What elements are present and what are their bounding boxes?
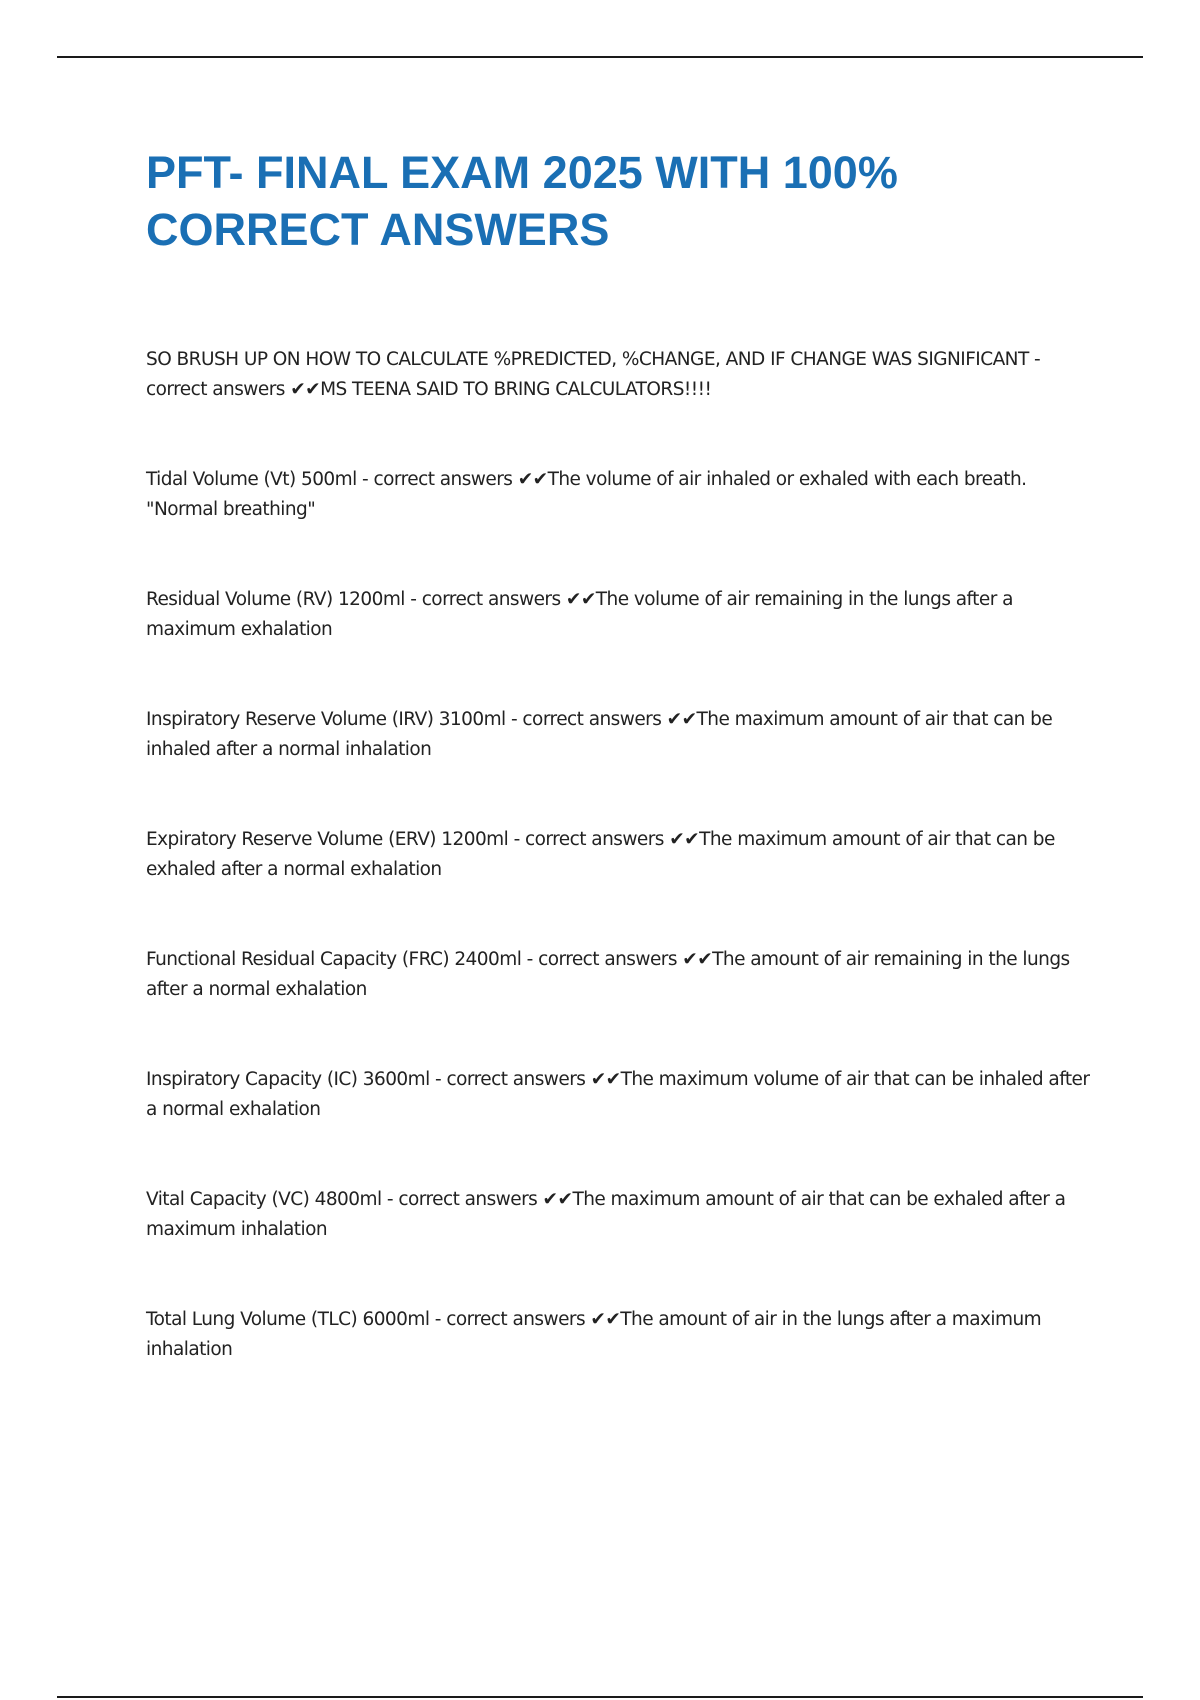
qa-entry-inspiratory-reserve-volume: Inspiratory Reserve Volume (IRV) 3100ml - correct answers ✔✔The maximum amount of air that can be inhaled after a normal inhalation	[146, 709, 1053, 760]
qa-entry-functional-residual-capacity: Functional Residual Capacity (FRC) 2400ml - correct answers ✔✔The amount of air remaining in the lungs after a normal exhalation	[146, 949, 1070, 1000]
qa-entry-total-lung-volume: Total Lung Volume (TLC) 6000ml - correct answers ✔✔The amount of air in the lungs after a maximum inhalation	[146, 1309, 1042, 1360]
qa-list	[146, 345, 1096, 1364]
qa-entry-vital-capacity: Vital Capacity (VC) 4800ml - correct answers ✔✔The maximum amount of air that can be exhaled after a maximum inhalation	[146, 1189, 1066, 1240]
document-body	[146, 144, 1096, 1364]
qa-entry-tidal-volume: Tidal Volume (Vt) 500ml - correct answers ✔✔The volume of air inhaled or exhaled with each breath. "Normal breathing"	[146, 469, 1027, 520]
document-title: PFT- FINAL EXAM 2025 WITH 100% CORRECT ANSWERS	[146, 147, 898, 255]
top-rule	[57, 56, 1143, 58]
qa-entry-intro: SO BRUSH UP ON HOW TO CALCULATE %PREDICTED, %CHANGE, AND IF CHANGE WAS SIGNIFICANT - correct answers ✔✔MS TEENA SAID TO BRING CALCULATORS!!!!	[146, 349, 1041, 400]
qa-entry-residual-volume: Residual Volume (RV) 1200ml - correct answers ✔✔The volume of air remaining in the lungs after a maximum exhalation	[146, 589, 1013, 640]
qa-entry-expiratory-reserve-volume: Expiratory Reserve Volume (ERV) 1200ml - correct answers ✔✔The maximum amount of air that can be exhaled after a normal exhalation	[146, 829, 1055, 880]
bottom-rule	[57, 1696, 1143, 1698]
qa-entry-inspiratory-capacity: Inspiratory Capacity (IC) 3600ml - correct answers ✔✔The maximum volume of air that can be inhaled after a normal exhalation	[146, 1069, 1090, 1120]
